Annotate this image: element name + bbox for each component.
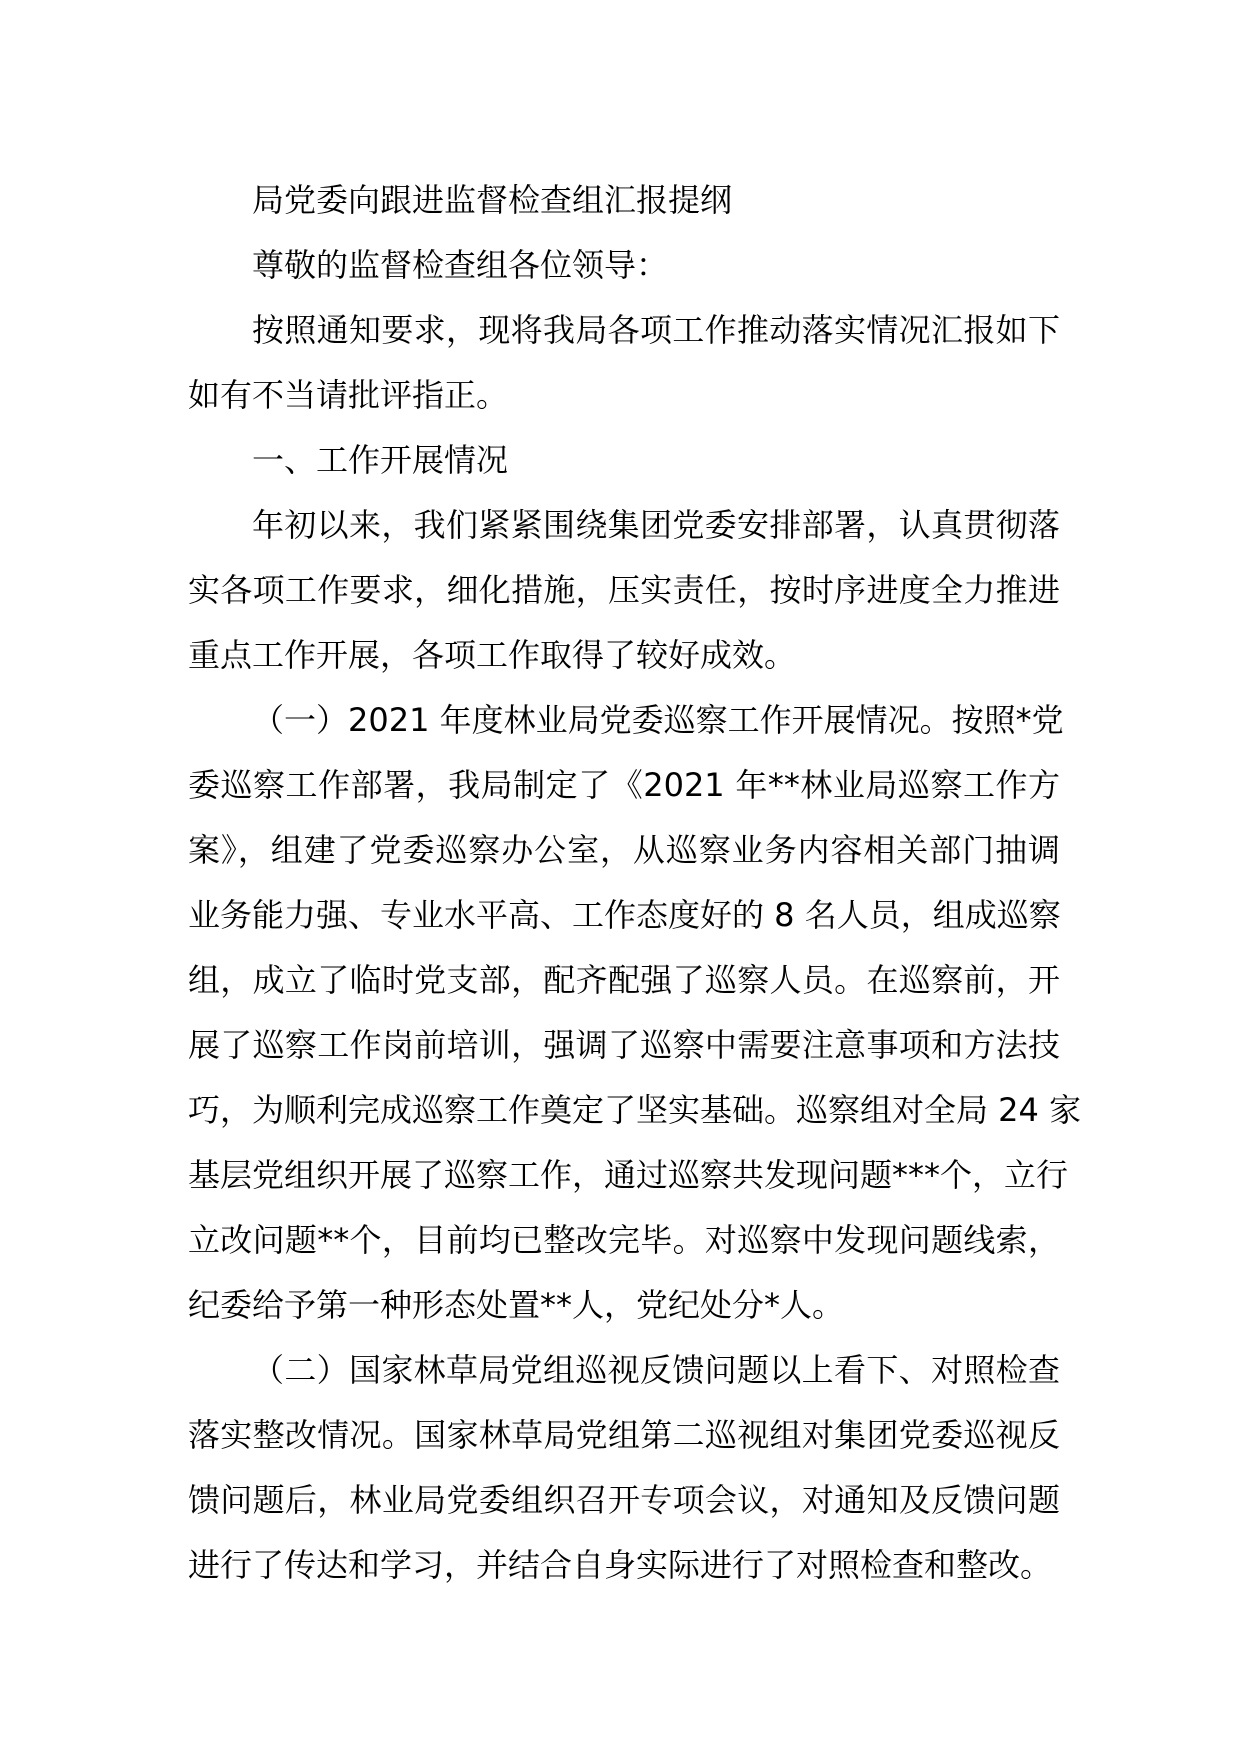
paragraph-line: 巧，为顺利完成巡察工作奠定了坚实基础。巡察组对全局 24 家 (188, 1091, 1082, 1129)
document-title: 局党委向跟进监督检查组汇报提纲 (252, 181, 733, 219)
paragraph-line: 实各项工作要求，细化措施，压实责任，按时序进度全力推进 (188, 571, 1060, 609)
paragraph-line: 立改问题**个，目前均已整改完毕。对巡察中发现问题线索， (188, 1221, 1060, 1259)
paragraph-line: 按照通知要求，现将我局各项工作推动落实情况汇报如下 (252, 311, 1060, 349)
paragraph-line: 案》，组建了党委巡察办公室，从巡察业务内容相关部门抽调 (188, 831, 1060, 869)
paragraph-line: 进行了传达和学习，并结合自身实际进行了对照检查和整改。 (188, 1546, 1053, 1584)
paragraph-line: 基层党组织开展了巡察工作，通过巡察共发现问题***个，立行 (188, 1156, 1069, 1194)
section-paragraph (188, 493, 1060, 688)
paragraph-line: 业务能力强、专业水平高、工作态度好的 8 名人员，组成巡察 (188, 896, 1061, 934)
item-one-paragraph (188, 688, 1082, 1338)
paragraph-line: 如有不当请批评指正。 (188, 376, 509, 414)
item-two-paragraph (188, 1338, 1060, 1598)
section-heading: 一、工作开展情况 (252, 441, 509, 479)
salutation: 尊敬的监督检查组各位领导： (252, 246, 669, 284)
intro-paragraph (188, 298, 1060, 428)
paragraph-line: 组，成立了临时党支部，配齐配强了巡察人员。在巡察前，开 (188, 961, 1060, 999)
paragraph-line: 重点工作开展，各项工作取得了较好成效。 (188, 636, 797, 674)
paragraph-line: 委巡察工作部署，我局制定了《2021 年**林业局巡察工作方 (188, 766, 1060, 804)
paragraph-line: （一）2021 年度林业局党委巡察工作开展情况。按照*党 (252, 701, 1064, 739)
paragraph-line: （二）国家林草局党组巡视反馈问题以上看下、对照检查 (252, 1351, 1060, 1389)
paragraph-line: 年初以来，我们紧紧围绕集团党委安排部署，认真贯彻落 (252, 506, 1060, 544)
paragraph-line: 展了巡察工作岗前培训，强调了巡察中需要注意事项和方法技 (188, 1026, 1060, 1064)
paragraph-line: 纪委给予第一种形态处置**人，党纪处分*人。 (188, 1286, 845, 1324)
document-body (188, 168, 1082, 1598)
paragraph-line: 馈问题后，林业局党委组织召开专项会议，对通知及反馈问题 (188, 1481, 1060, 1519)
paragraph-line: 落实整改情况。国家林草局党组第二巡视组对集团党委巡视反 (188, 1416, 1060, 1454)
